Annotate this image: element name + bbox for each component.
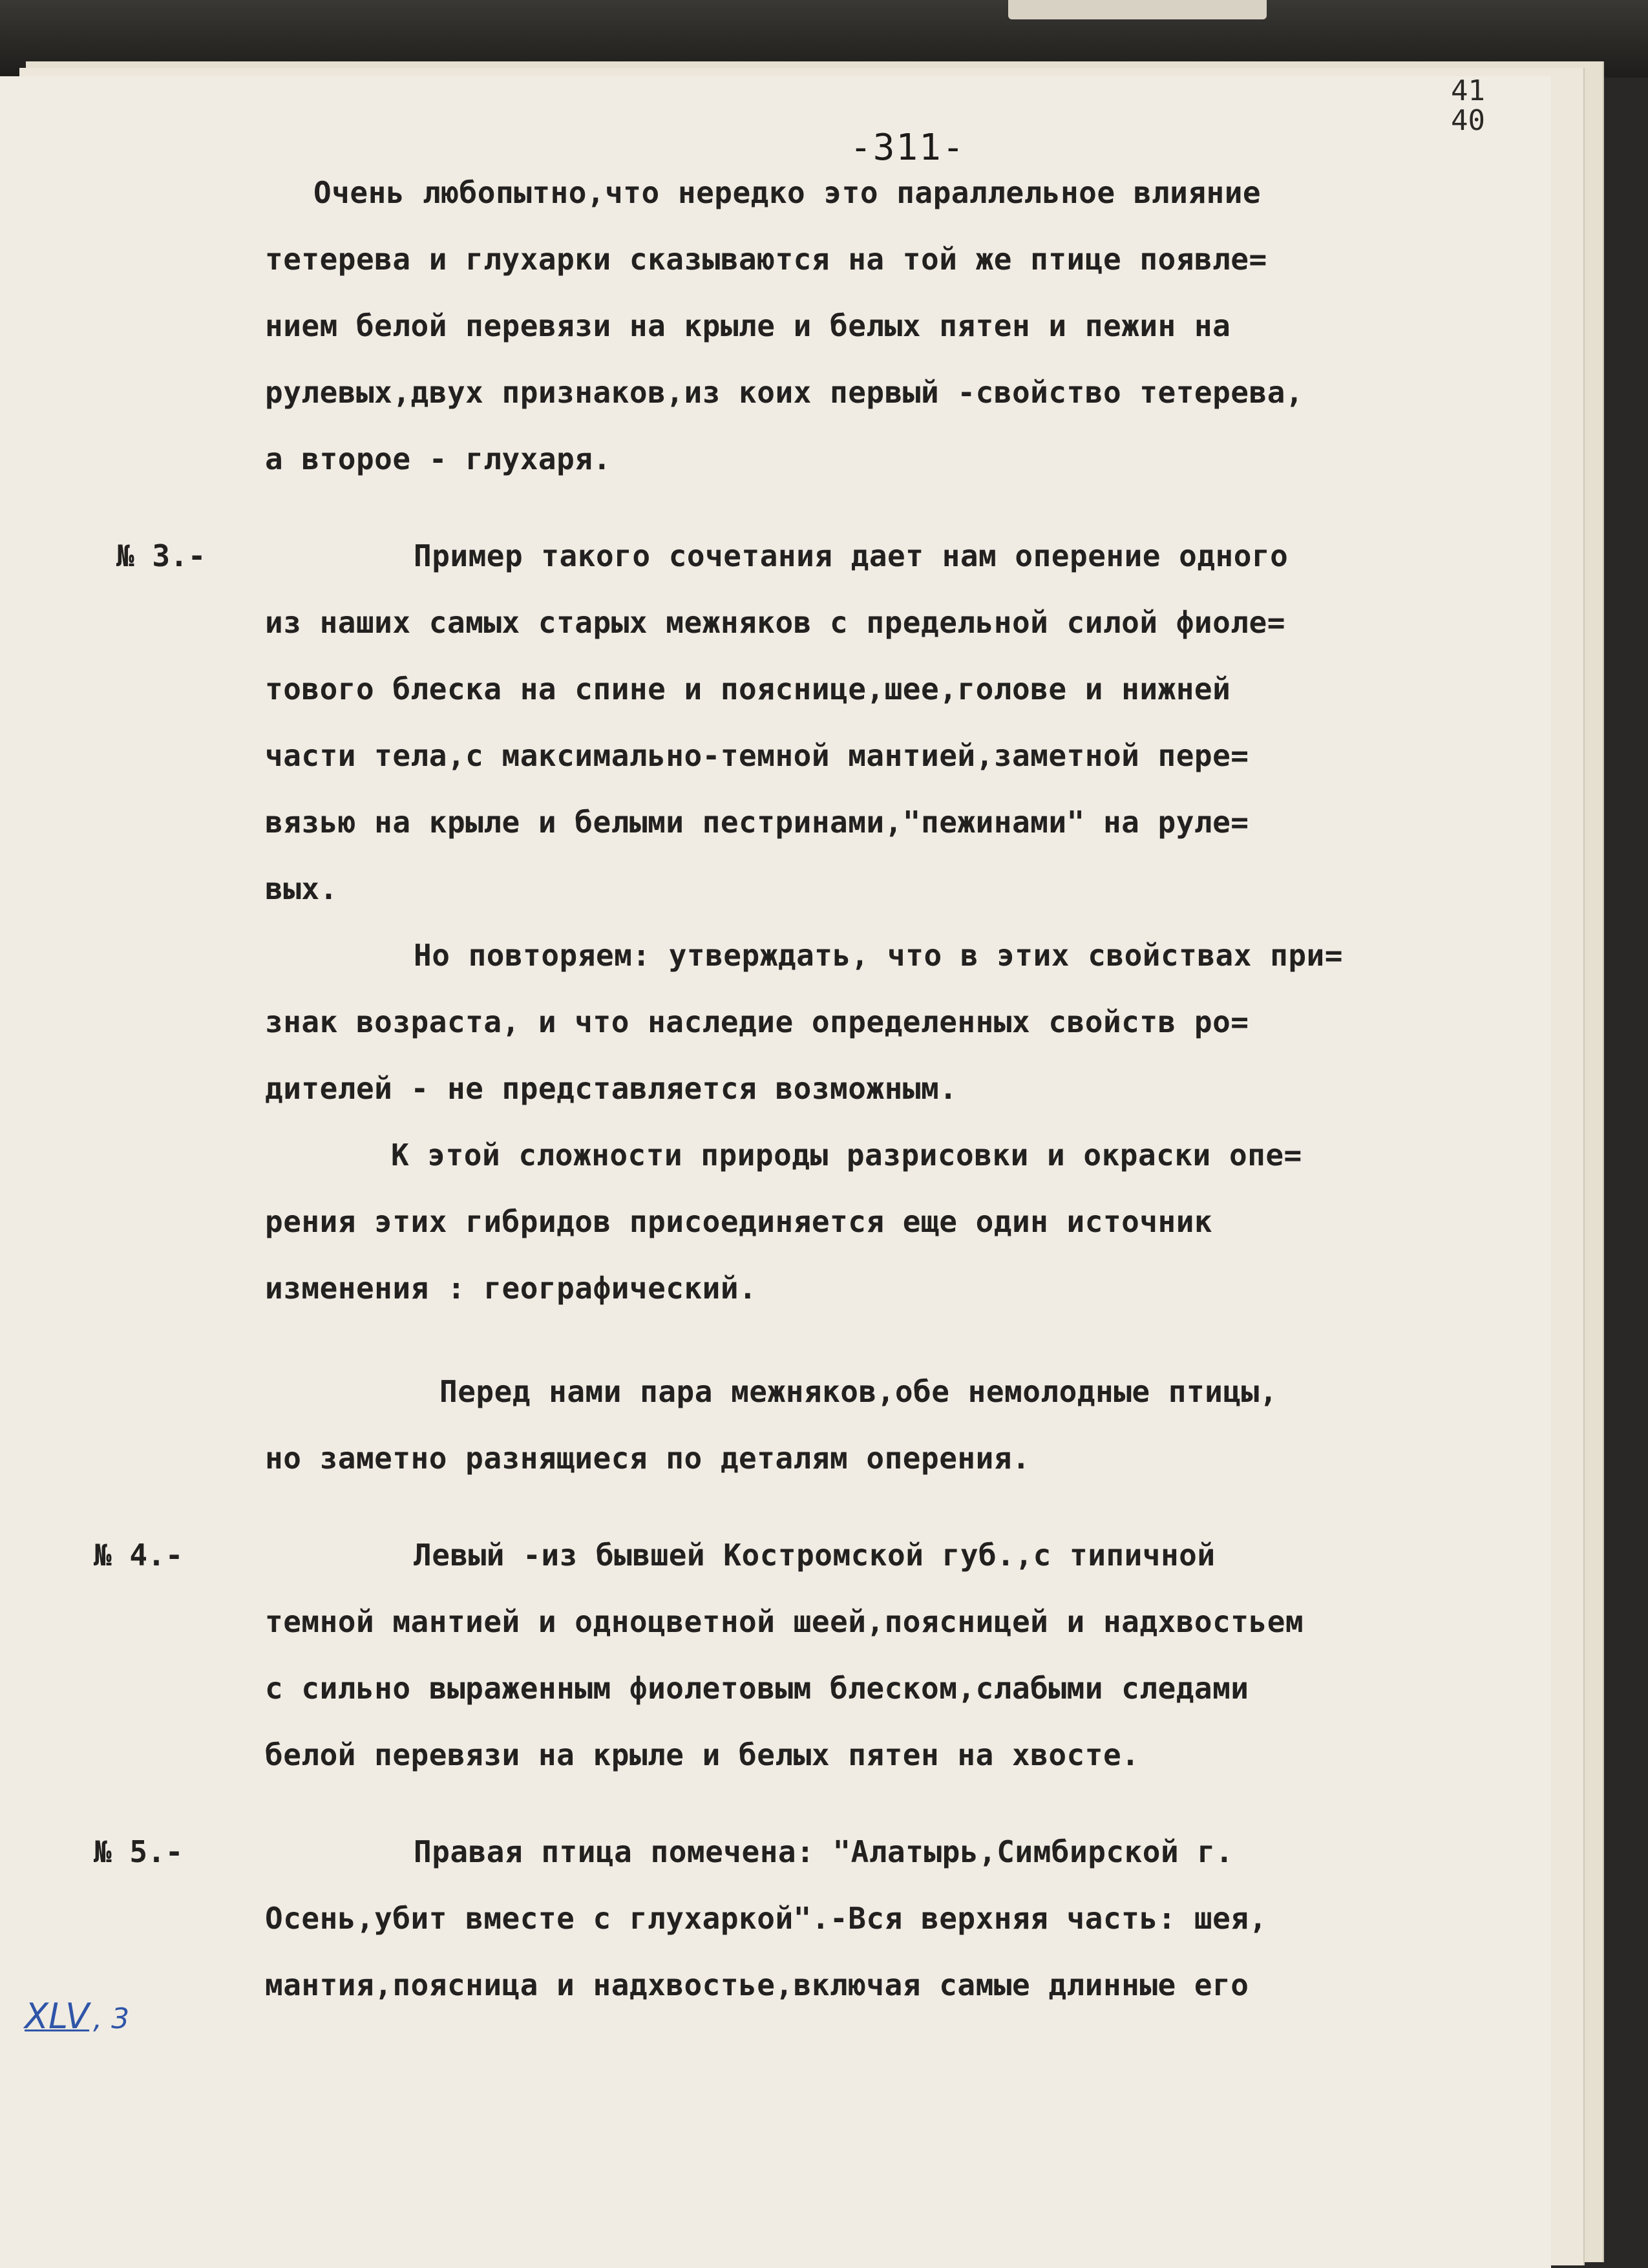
text-line: тового блеска на спине и пояснице,шее,голове и нижней: [265, 672, 1231, 706]
text-line: Пример такого сочетания дает нам оперение одного: [414, 538, 1289, 573]
binder-clip: [1008, 0, 1267, 19]
handwritten-roman-numeral: XLV: [25, 1996, 90, 2037]
text-line: нием белой перевязи на крыле и белых пятен и пежин на: [265, 308, 1231, 343]
margin-mark: № 4.-: [94, 1538, 184, 1573]
text-line: тетерева и глухарки сказываются на той же птице появле=: [265, 242, 1267, 277]
text-line: знак возраста, и что наследие определенных свойств ро=: [265, 1004, 1249, 1039]
text-line: Правая птица помечена: "Алатырь,Симбирской г.: [414, 1834, 1234, 1869]
page-number: -311-: [850, 127, 966, 169]
text-line: части тела,с максимально-темной мантией,заметной пере=: [265, 738, 1249, 773]
text-line: рения этих гибридов присоединяется еще один источник: [265, 1204, 1213, 1239]
text-line: но заметно разнящиеся по деталям оперения.: [265, 1441, 1031, 1476]
text-line: вых.: [265, 871, 338, 906]
text-line: белой перевязи на крыле и белых пятен на хвосте.: [265, 1737, 1140, 1772]
document-page: [0, 76, 1551, 2268]
text-line: Левый -из бывшей Костромской губ.,с типичной: [414, 1538, 1216, 1573]
margin-mark: № 5.-: [94, 1834, 184, 1869]
handwritten-note: [25, 1996, 129, 2037]
text-line: Перед нами пара межняков,обе немолодные птицы,: [439, 1374, 1278, 1409]
text-line: мантия,поясница и надхвостье,включая самые длинные его: [265, 1967, 1249, 2002]
text-line: Осень,убит вместе с глухаркой".-Вся верхняя часть: шея,: [265, 1901, 1267, 1936]
text-line: К этой сложности природы разрисовки и окраски опе=: [391, 1138, 1302, 1172]
text-line: вязью на крыле и белыми пестринами,"пежинами" на руле=: [265, 805, 1249, 840]
archive-page-number: 41 40: [1451, 74, 1485, 137]
text-line: Очень любопытно,что нередко это параллельное влияние: [313, 175, 1262, 210]
handwritten-suffix: , 3: [93, 2002, 130, 2035]
text-line: изменения : географический.: [265, 1271, 757, 1306]
text-line: дителей - не представляется возможным.: [265, 1071, 958, 1106]
text-line: из наших самых старых межняков с предельной силой фиоле=: [265, 605, 1285, 640]
text-line: рулевых,двух признаков,из коих первый -свойство тетерева,: [265, 375, 1304, 410]
margin-mark: № 3.-: [116, 538, 206, 573]
text-line: Но повторяем: утверждать, что в этих свойствах при=: [414, 938, 1343, 973]
text-line: с сильно выраженным фиолетовым блеском,слабыми следами: [265, 1671, 1249, 1706]
text-line: а второе - глухаря.: [265, 441, 611, 476]
text-line: темной мантией и одноцветной шеей,поясницей и надхвостьем: [265, 1604, 1304, 1639]
